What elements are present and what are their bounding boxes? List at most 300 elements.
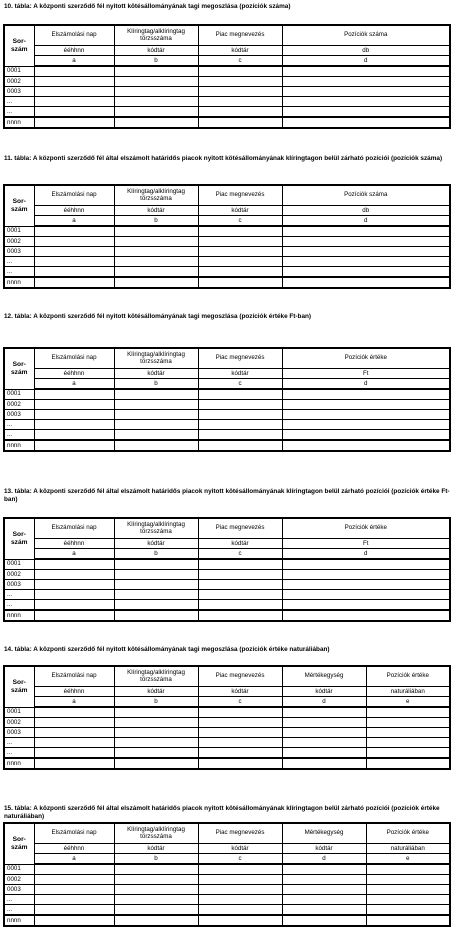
table-row	[4, 580, 450, 590]
table-cell[interactable]	[34, 915, 114, 926]
table-cell[interactable]	[114, 559, 198, 570]
row-number-header: Sor-szám	[4, 25, 34, 66]
column-code: a	[34, 697, 114, 708]
table-cell[interactable]	[34, 117, 114, 128]
table-cell[interactable]	[282, 410, 450, 420]
table-row	[4, 400, 450, 410]
table-cell[interactable]	[198, 440, 282, 451]
column-header: Pozíciók száma	[282, 25, 450, 46]
table-title: 10. tábla: A központi szerződő fél nyitott kötésállományának tagi megoszlása (pozíciók száma)	[4, 3, 291, 10]
table-cell[interactable]	[198, 728, 282, 738]
table-cell[interactable]	[198, 885, 282, 895]
column-code: c	[198, 56, 282, 67]
table-cell[interactable]	[34, 590, 114, 600]
table-cell[interactable]	[282, 97, 450, 107]
table-cell[interactable]	[282, 430, 450, 441]
table-cell[interactable]	[198, 389, 282, 400]
row-number-header: Sor-szám	[4, 348, 34, 389]
row-label: 0003	[4, 728, 34, 738]
table-cell[interactable]	[366, 758, 450, 769]
row-label: ...	[4, 97, 34, 107]
table-row	[4, 77, 450, 87]
table-row	[4, 66, 450, 77]
table-row	[4, 885, 450, 895]
table-row	[4, 226, 450, 237]
row-label: nnnn	[4, 758, 34, 769]
table-cell[interactable]	[198, 895, 282, 905]
column-header: Elszámolási nap	[34, 348, 114, 369]
table-cell[interactable]	[366, 895, 450, 905]
table-cell[interactable]	[34, 610, 114, 621]
table-cell[interactable]	[114, 420, 198, 430]
table-cell[interactable]	[34, 66, 114, 77]
table-row	[4, 875, 450, 885]
table-cell[interactable]	[282, 87, 450, 97]
column-header: Klíringtag/alklíringtag törzsszáma	[114, 25, 198, 46]
table-cell[interactable]	[114, 77, 198, 87]
table-cell[interactable]	[282, 875, 366, 885]
table-cell[interactable]	[34, 87, 114, 97]
table-cell[interactable]	[198, 875, 282, 885]
column-code: e	[366, 854, 450, 865]
table-row	[4, 559, 450, 570]
row-label: nnnn	[4, 277, 34, 288]
table-cell[interactable]	[114, 277, 198, 288]
row-label: nnnn	[4, 117, 34, 128]
table-cell[interactable]	[198, 77, 282, 87]
row-label: 0003	[4, 885, 34, 895]
table-cell[interactable]	[114, 905, 198, 916]
table-row	[4, 707, 450, 718]
table-cell[interactable]	[34, 728, 114, 738]
column-unit: ééhhnn	[34, 369, 114, 379]
column-unit: kódtár	[198, 46, 282, 56]
table-cell[interactable]	[198, 718, 282, 728]
column-unit: kódtár	[198, 687, 282, 697]
table-cell[interactable]	[114, 389, 198, 400]
column-header: Elszámolási nap	[34, 518, 114, 539]
table-cell[interactable]	[366, 718, 450, 728]
row-number-header: Sor-szám	[4, 185, 34, 226]
table-cell[interactable]	[34, 559, 114, 570]
table-cell[interactable]	[366, 875, 450, 885]
table-cell[interactable]	[198, 277, 282, 288]
column-code: b	[114, 697, 198, 708]
data-table	[3, 822, 451, 927]
column-code: a	[34, 56, 114, 67]
table-cell[interactable]	[282, 247, 450, 257]
row-label: 0002	[4, 400, 34, 410]
row-label: 0003	[4, 580, 34, 590]
table-cell[interactable]	[366, 885, 450, 895]
table-row	[4, 247, 450, 257]
column-unit: kódtár	[198, 206, 282, 216]
column-code: a	[34, 216, 114, 227]
table-cell[interactable]	[282, 718, 366, 728]
table-cell[interactable]	[34, 247, 114, 257]
row-label: 0003	[4, 247, 34, 257]
column-unit: kódtár	[114, 687, 198, 697]
table-cell[interactable]	[34, 570, 114, 580]
column-header: Pozíciók értéke	[282, 348, 450, 369]
table-cell[interactable]	[198, 580, 282, 590]
table-cell[interactable]	[114, 758, 198, 769]
table-row	[4, 864, 450, 875]
table-cell[interactable]	[34, 77, 114, 87]
table-row	[4, 420, 450, 430]
table-cell[interactable]	[34, 580, 114, 590]
column-code: c	[198, 549, 282, 560]
column-header: Pozíciók értéke	[366, 823, 450, 844]
table-cell[interactable]	[282, 117, 450, 128]
table-cell[interactable]	[114, 610, 198, 621]
table-cell[interactable]	[114, 590, 198, 600]
table-row	[4, 410, 450, 420]
column-code: d	[282, 697, 366, 708]
table-cell[interactable]	[198, 97, 282, 107]
table-cell[interactable]	[198, 864, 282, 875]
table-cell[interactable]	[366, 864, 450, 875]
table-cell[interactable]	[198, 117, 282, 128]
table-cell[interactable]	[282, 738, 366, 748]
table-cell[interactable]	[198, 226, 282, 237]
table-cell[interactable]	[282, 728, 366, 738]
table-cell[interactable]	[34, 738, 114, 748]
table-cell[interactable]	[198, 430, 282, 441]
table-cell[interactable]	[34, 389, 114, 400]
row-label: 0001	[4, 707, 34, 718]
data-table	[3, 24, 451, 129]
column-header: Elszámolási nap	[34, 823, 114, 844]
table-cell[interactable]	[114, 885, 198, 895]
table-cell[interactable]	[198, 758, 282, 769]
table-row	[4, 440, 450, 451]
row-label: 0003	[4, 87, 34, 97]
table-cell[interactable]	[282, 600, 450, 611]
table-cell[interactable]	[282, 277, 450, 288]
table-cell[interactable]	[198, 66, 282, 77]
table-cell[interactable]	[114, 267, 198, 278]
column-code: d	[282, 56, 450, 67]
table-cell[interactable]	[114, 570, 198, 580]
row-label: 0002	[4, 77, 34, 87]
column-unit: ééhhnn	[34, 539, 114, 549]
table-row	[4, 728, 450, 738]
column-header: Piac megnevezés	[198, 823, 282, 844]
table-cell[interactable]	[282, 420, 450, 430]
table-cell[interactable]	[114, 915, 198, 926]
table-cell[interactable]	[198, 915, 282, 926]
table-cell[interactable]	[282, 257, 450, 267]
data-table	[3, 665, 451, 770]
column-code: b	[114, 56, 198, 67]
table-cell[interactable]	[114, 97, 198, 107]
table-cell[interactable]	[282, 864, 366, 875]
table-cell[interactable]	[282, 107, 450, 118]
column-unit: kódtár	[198, 539, 282, 549]
column-header: Klíringtag/alklíringtag törzsszáma	[114, 666, 198, 687]
table-title: 15. tábla: A központi szerződő fél által elszámolt határidős piacok nyitott kötésállományának klíringtagon belül zárható pozíciói (pozíciók értéke naturáliában)	[4, 805, 440, 820]
table-cell[interactable]	[34, 864, 114, 875]
table-cell[interactable]	[198, 87, 282, 97]
table-cell[interactable]	[282, 440, 450, 451]
column-header: Elszámolási nap	[34, 185, 114, 206]
table-cell[interactable]	[34, 440, 114, 451]
column-unit: kódtár	[114, 539, 198, 549]
table-row	[4, 895, 450, 905]
table-cell[interactable]	[114, 864, 198, 875]
table-cell[interactable]	[114, 875, 198, 885]
column-code: b	[114, 549, 198, 560]
table-cell[interactable]	[34, 707, 114, 718]
table-cell[interactable]	[282, 400, 450, 410]
table-cell[interactable]	[114, 257, 198, 267]
table-cell[interactable]	[198, 257, 282, 267]
table-cell[interactable]	[282, 748, 366, 759]
table-cell[interactable]	[114, 237, 198, 247]
table-cell[interactable]	[34, 257, 114, 267]
table-cell[interactable]	[114, 728, 198, 738]
column-header: Piac megnevezés	[198, 185, 282, 206]
table-cell[interactable]	[366, 748, 450, 759]
table-title: 13. tábla: A központi szerződő fél által elszámolt határidős piacok nyitott kötésállományának klíringtagon belül zárható pozíciói (pozíciók értéke Ft-ban)	[4, 488, 450, 503]
table-cell[interactable]	[282, 707, 366, 718]
table-cell[interactable]	[198, 590, 282, 600]
table-cell[interactable]	[198, 738, 282, 748]
table-cell[interactable]	[282, 559, 450, 570]
table-cell[interactable]	[34, 600, 114, 611]
row-label: 0001	[4, 389, 34, 400]
column-code: b	[114, 216, 198, 227]
table-row	[4, 107, 450, 118]
table-cell[interactable]	[34, 410, 114, 420]
table-cell[interactable]	[198, 707, 282, 718]
table-cell[interactable]	[198, 610, 282, 621]
table-cell[interactable]	[366, 728, 450, 738]
row-label: ...	[4, 257, 34, 267]
column-header: Klíringtag/alklíringtag törzsszáma	[114, 823, 198, 844]
column-header: Piac megnevezés	[198, 666, 282, 687]
column-header: Piac megnevezés	[198, 348, 282, 369]
table-cell[interactable]	[366, 707, 450, 718]
table-cell[interactable]	[114, 738, 198, 748]
row-label: ...	[4, 590, 34, 600]
column-unit: db	[282, 46, 450, 56]
column-header: Klíringtag/alklíringtag törzsszáma	[114, 518, 198, 539]
column-unit: ééhhnn	[34, 687, 114, 697]
column-unit: ééhhnn	[34, 844, 114, 854]
table-cell[interactable]	[282, 915, 366, 926]
table-cell[interactable]	[198, 570, 282, 580]
table-cell[interactable]	[282, 226, 450, 237]
table-cell[interactable]	[34, 420, 114, 430]
table-cell[interactable]	[34, 400, 114, 410]
column-header: Klíringtag/alklíringtag törzsszáma	[114, 185, 198, 206]
row-label: ...	[4, 430, 34, 441]
table-row	[4, 237, 450, 247]
column-unit: kódtár	[282, 687, 366, 697]
row-label: ...	[4, 738, 34, 748]
table-cell[interactable]	[198, 420, 282, 430]
column-header: Elszámolási nap	[34, 25, 114, 46]
column-code: a	[34, 379, 114, 390]
table-cell[interactable]	[282, 77, 450, 87]
table-row	[4, 905, 450, 916]
table-cell[interactable]	[198, 600, 282, 611]
row-label: ...	[4, 905, 34, 916]
table-row	[4, 610, 450, 621]
table-cell[interactable]	[114, 107, 198, 118]
table-cell[interactable]	[34, 895, 114, 905]
row-label: 0001	[4, 66, 34, 77]
table-cell[interactable]	[198, 559, 282, 570]
column-code: c	[198, 697, 282, 708]
table-cell[interactable]	[34, 718, 114, 728]
table-cell[interactable]	[282, 885, 366, 895]
table-row	[4, 718, 450, 728]
table-cell[interactable]	[198, 905, 282, 916]
column-header: Elszámolási nap	[34, 666, 114, 687]
row-label: nnnn	[4, 440, 34, 451]
table-row	[4, 267, 450, 278]
table-cell[interactable]	[114, 430, 198, 441]
table-row	[4, 590, 450, 600]
table-cell[interactable]	[34, 226, 114, 237]
table-cell[interactable]	[282, 610, 450, 621]
row-label: 0001	[4, 559, 34, 570]
table-cell[interactable]	[34, 905, 114, 916]
table-cell[interactable]	[114, 895, 198, 905]
table-cell[interactable]	[282, 758, 366, 769]
table-cell[interactable]	[114, 410, 198, 420]
table-cell[interactable]	[198, 748, 282, 759]
table-cell[interactable]	[34, 267, 114, 278]
table-cell[interactable]	[34, 748, 114, 759]
column-code: b	[114, 379, 198, 390]
column-unit: db	[282, 206, 450, 216]
column-code: d	[282, 854, 366, 865]
row-label: 0001	[4, 226, 34, 237]
column-code: d	[282, 379, 450, 390]
column-code: c	[198, 216, 282, 227]
column-header: Pozíciók száma	[282, 185, 450, 206]
column-code: b	[114, 854, 198, 865]
column-code: d	[282, 216, 450, 227]
row-number-header: Sor-szám	[4, 666, 34, 707]
column-unit: kódtár	[198, 844, 282, 854]
row-label: ...	[4, 267, 34, 278]
column-header: Piac megnevezés	[198, 25, 282, 46]
table-cell[interactable]	[366, 738, 450, 748]
column-header: Pozíciók értéke	[366, 666, 450, 687]
column-unit: kódtár	[198, 369, 282, 379]
row-label: ...	[4, 420, 34, 430]
table-cell[interactable]	[114, 117, 198, 128]
table-row	[4, 277, 450, 288]
table-row	[4, 257, 450, 267]
row-label: nnnn	[4, 915, 34, 926]
table-cell[interactable]	[114, 718, 198, 728]
table-title: 12. tábla: A központi szerződő fél nyitott kötésállományának tagi megoszlása (pozíciók értéke Ft-ban)	[4, 313, 312, 320]
table-cell[interactable]	[34, 758, 114, 769]
table-cell[interactable]	[34, 885, 114, 895]
row-label: nnnn	[4, 610, 34, 621]
table-row	[4, 430, 450, 441]
table-cell[interactable]	[198, 237, 282, 247]
table-cell[interactable]	[114, 440, 198, 451]
table-row	[4, 600, 450, 611]
table-cell[interactable]	[282, 895, 366, 905]
column-unit: kódtár	[114, 46, 198, 56]
table-cell[interactable]	[114, 707, 198, 718]
table-cell[interactable]	[282, 389, 450, 400]
table-cell[interactable]	[198, 247, 282, 257]
table-cell[interactable]	[114, 247, 198, 257]
row-label: ...	[4, 600, 34, 611]
table-title: 14. tábla: A központi szerződő fél nyitott kötésállományának tagi megoszlása (pozíciók értéke naturáliában)	[4, 646, 330, 653]
table-cell[interactable]	[198, 400, 282, 410]
column-header: Klíringtag/alklíringtag törzsszáma	[114, 348, 198, 369]
table-cell[interactable]	[114, 748, 198, 759]
column-header: Pozíciók értéke	[282, 518, 450, 539]
table-cell[interactable]	[114, 226, 198, 237]
table-row	[4, 389, 450, 400]
table-cell[interactable]	[34, 875, 114, 885]
row-label: ...	[4, 107, 34, 118]
row-label: 0003	[4, 410, 34, 420]
table-cell[interactable]	[198, 107, 282, 118]
column-code: c	[198, 379, 282, 390]
column-code: c	[198, 854, 282, 865]
table-row	[4, 117, 450, 128]
table-row	[4, 748, 450, 759]
row-label: 0002	[4, 718, 34, 728]
table-cell[interactable]	[114, 580, 198, 590]
column-unit: Ft	[282, 369, 450, 379]
table-cell[interactable]	[34, 277, 114, 288]
table-cell[interactable]	[282, 905, 366, 916]
table-cell[interactable]	[282, 66, 450, 77]
table-cell[interactable]	[282, 267, 450, 278]
table-cell[interactable]	[282, 590, 450, 600]
table-cell[interactable]	[34, 97, 114, 107]
table-row	[4, 738, 450, 748]
row-label: ...	[4, 748, 34, 759]
column-code: a	[34, 549, 114, 560]
column-unit: naturáliában	[366, 687, 450, 697]
table-cell[interactable]	[366, 905, 450, 916]
table-cell[interactable]	[366, 915, 450, 926]
row-label: 0002	[4, 570, 34, 580]
column-header: Piac megnevezés	[198, 518, 282, 539]
table-cell[interactable]	[34, 237, 114, 247]
row-number-header: Sor-szám	[4, 823, 34, 864]
column-unit: kódtár	[114, 369, 198, 379]
table-cell[interactable]	[282, 237, 450, 247]
table-cell[interactable]	[282, 570, 450, 580]
table-cell[interactable]	[34, 107, 114, 118]
table-row	[4, 87, 450, 97]
table-cell[interactable]	[114, 87, 198, 97]
table-cell[interactable]	[198, 267, 282, 278]
table-cell[interactable]	[114, 66, 198, 77]
table-cell[interactable]	[34, 430, 114, 441]
table-cell[interactable]	[282, 580, 450, 590]
column-unit: naturáliában	[366, 844, 450, 854]
table-cell[interactable]	[114, 600, 198, 611]
table-cell[interactable]	[198, 410, 282, 420]
table-cell[interactable]	[114, 400, 198, 410]
